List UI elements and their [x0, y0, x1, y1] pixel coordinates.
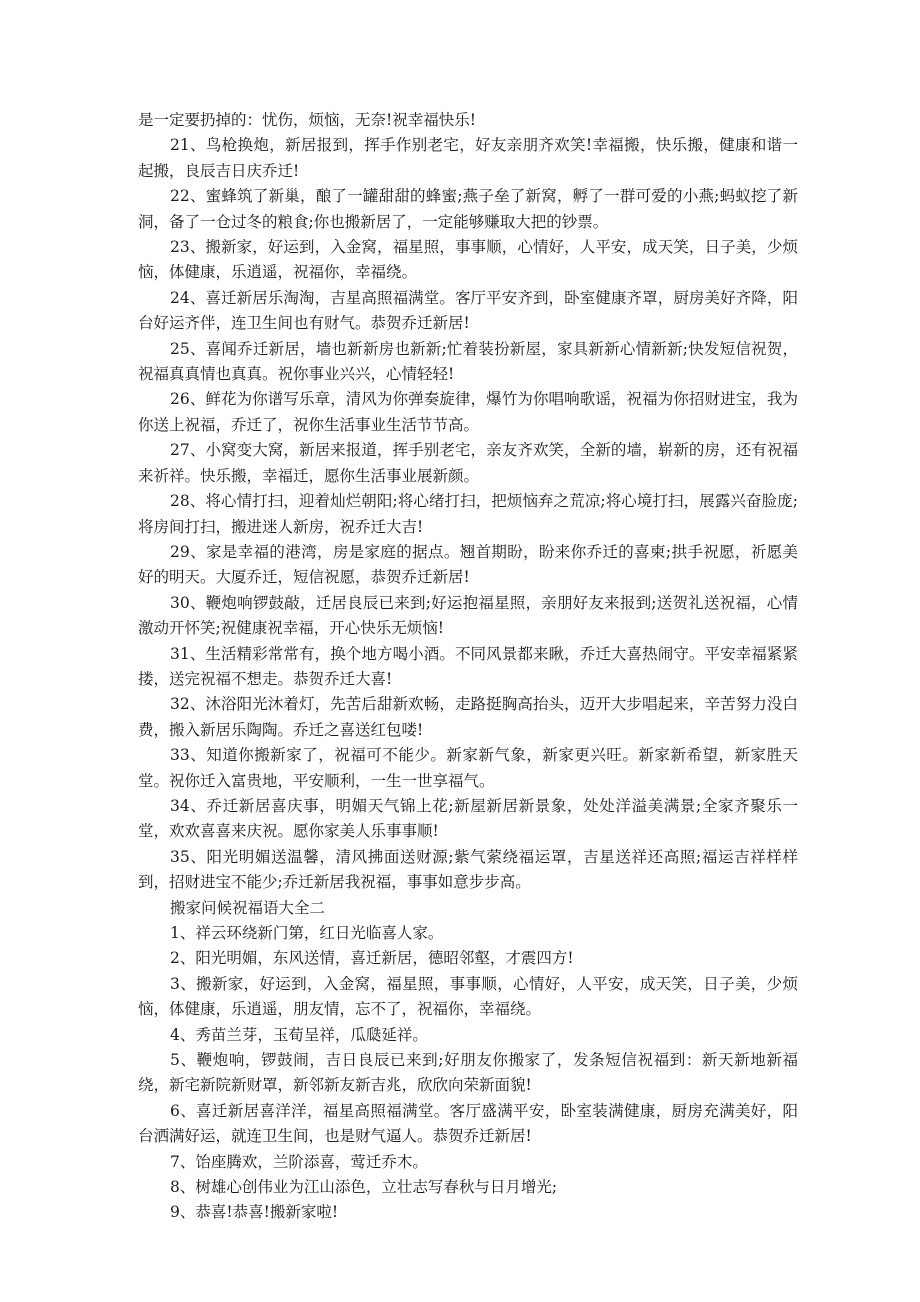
paragraph: 32、沐浴阳光沐着灯，先苦后甜新欢畅，走路挺胸高抬头，迈开大步唱起来，辛苦努力没白费，搬入新居乐陶陶。乔迁之喜送红包喽!	[138, 695, 798, 739]
paragraph: 24、喜迁新居乐淘淘，吉星高照福满堂。客厅平安齐到，卧室健康齐罩，厨房美好齐降，阳台好运齐伴，连卫生间也有财气。恭贺乔迁新居!	[138, 288, 798, 333]
paragraph: 1、祥云环绕新门第，红日光临喜人家。	[170, 924, 444, 942]
paragraph: 25、喜闻乔迁新居，墙也新新房也新新;忙着装扮新屋，家具新新心情新新;快发短信祝贺，祝福真真情也真真。祝你事业兴兴，心情轻轻!	[138, 339, 798, 384]
paragraph: 23、搬新家，好运到，入金窝，福星照，事事顺，心情好，人平安，成天笑，日子美，少烦恼，体健康，乐逍遥，祝福你，幸福绕。	[138, 238, 798, 282]
paragraph: 33、知道你搬新家了，祝福可不能少。新家新气象，新家更兴旺。新家新希望，新家胜天堂。祝你迁入富贵地，平安顺利，一生一世享福气。	[138, 746, 798, 790]
paragraph: 2、阳光明媚，东风送情，喜迁新居，德昭邻壑，才震四方!	[170, 949, 574, 968]
paragraph: 28、将心情打扫，迎着灿烂朝阳;将心绪打扫，把烦恼弃之荒凉;将心境打扫，展露兴奋脸庞;将房间打扫，搬进迷人新房，祝乔迁大吉!	[138, 492, 798, 536]
paragraph: 30、鞭炮响锣鼓敲，迁居良辰已来到;好运抱福星照，亲朋好友来报到;送贺礼送祝福，心情激动开怀笑;祝健康祝幸福，开心快乐无烦恼!	[138, 593, 798, 638]
paragraph: 5、鞭炮响，锣鼓闹，吉日良辰已来到;好朋友你搬家了，发条短信祝福到：新天新地新福绕，新宅新院新财罩，新邻新友新吉兆，欣欣向荣新面貌!	[138, 1051, 798, 1095]
paragraph: 35、阳光明媚送温馨，清风拂面送财源;紫气萦绕福运罩，吉星送祥还高照;福运吉祥样样到，招财进宝不能少;乔迁新居我祝福，事事如意步步高。	[138, 847, 798, 892]
paragraph: 7、饴座腾欢，兰阶添喜，莺迁乔木。	[170, 1152, 428, 1171]
paragraph: 4、秀苗兰芽，玉荀呈祥，瓜瓞延祥。	[170, 1025, 428, 1044]
paragraph: 是一定要扔掉的：忧伤，烦恼，无奈!祝幸福快乐!	[138, 111, 476, 129]
paragraph: 22、蜜蜂筑了新巢，酿了一罐甜甜的蜂蜜;燕子垒了新窝，孵了一群可爱的小燕;蚂蚁挖了新洞，备了一仓过冬的粮食;你也搬新居了，一定能够赚取大把的钞票。	[138, 187, 798, 231]
paragraph: 27、小窝变大窝，新居来报道，挥手别老宅，亲友齐欢笑，全新的墙，崭新的房，还有祝福来祈祥。快乐搬，幸福迁，愿你生活事业展新颜。	[138, 441, 798, 485]
section-heading: 搬家问候祝福语大全二	[170, 898, 326, 917]
document-body	[138, 108, 798, 1226]
paragraph: 26、鲜花为你谱写乐章，清风为你弹奏旋律，爆竹为你唱响歌谣，祝福为你招财进宝，我为你送上祝福，乔迁了，祝你生活事业生活节节高。	[138, 390, 798, 434]
paragraph: 29、家是幸福的港湾，房是家庭的据点。翘首期盼，盼来你乔迁的喜柬;拱手祝愿，祈愿美好的明天。大厦乔迁，短信祝愿，恭贺乔迁新居!	[138, 542, 798, 587]
paragraph: 9、恭喜!恭喜!搬新家啦!	[170, 1203, 339, 1222]
paragraph: 8、树雄心创伟业为江山添色，立壮志写春秋与日月增光;	[170, 1178, 558, 1197]
paragraph: 21、鸟枪换炮，新居报到，挥手作别老宅，好友亲朋齐欢笑!幸福搬，快乐搬，健康和谐一起搬，良辰吉日庆乔迁!	[138, 136, 798, 180]
paragraph: 6、喜迁新居喜洋洋，福星高照福满堂。客厅盛满平安，卧室装满健康，厨房充满美好，阳台洒满好运，就连卫生间，也是财气逼人。恭贺乔迁新居!	[138, 1101, 798, 1146]
paragraph: 34、乔迁新居喜庆事，明媚天气锦上花;新屋新居新景象，处处洋溢美满景;全家齐聚乐一堂，欢欢喜喜来庆祝。愿你家美人乐事事顺!	[138, 796, 798, 841]
paragraph: 3、搬新家，好运到，入金窝，福星照，事事顺，心情好，人平安，成天笑，日子美，少烦恼，体健康，乐逍遥，朋友情，忘不了，祝福你，幸福绕。	[138, 974, 798, 1019]
paragraph: 31、生活精彩常常有，换个地方喝小酒。不同风景都来瞅，乔迁大喜热闹守。平安幸福紧紧搂，送完祝福不想走。恭贺乔迁大喜!	[138, 644, 798, 688]
